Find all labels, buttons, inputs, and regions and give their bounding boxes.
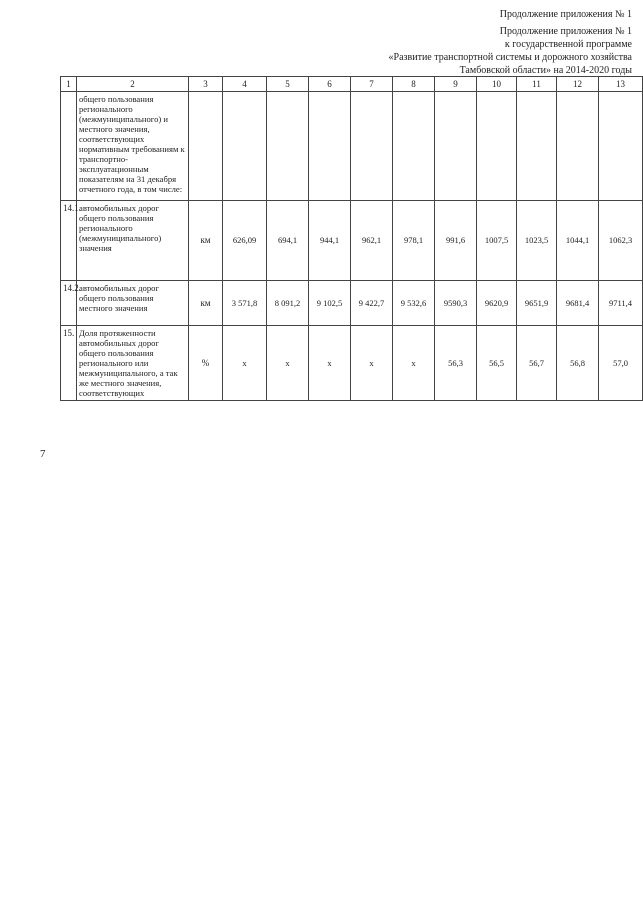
appendix-header	[60, 8, 632, 77]
header-line-4: Тамбовской области» на 2014-2020 годы	[459, 65, 632, 76]
value-cell: 962,1	[351, 201, 393, 281]
value-cell: 9651,9	[517, 281, 557, 326]
value-cell	[517, 92, 557, 201]
value-cell: 56,3	[435, 326, 477, 401]
value-cell: 694,1	[267, 201, 309, 281]
value-cell: 8 091,2	[267, 281, 309, 326]
value-cell	[309, 92, 351, 201]
value-cell: 56,5	[477, 326, 517, 401]
value-cell	[557, 92, 599, 201]
continuation-note: Продолжение приложения № 1	[499, 9, 632, 20]
value-cell	[599, 92, 643, 201]
value-cell: x	[393, 326, 435, 401]
value-cell: 9 422,7	[351, 281, 393, 326]
value-cell: 9 102,5	[309, 281, 351, 326]
row-number: 15.	[61, 326, 77, 401]
value-cell: 944,1	[309, 201, 351, 281]
value-cell	[393, 92, 435, 201]
value-cell: x	[351, 326, 393, 401]
value-cell: x	[267, 326, 309, 401]
value-cell: 9590,3	[435, 281, 477, 326]
column-header: 13	[599, 77, 643, 92]
column-header: 3	[189, 77, 223, 92]
column-header: 4	[223, 77, 267, 92]
value-cell	[477, 92, 517, 201]
value-cell: 56,7	[517, 326, 557, 401]
value-cell: 56,8	[557, 326, 599, 401]
value-cell: x	[309, 326, 351, 401]
row-number	[61, 92, 77, 201]
value-cell: 1007,5	[477, 201, 517, 281]
value-cell: 9711,4	[599, 281, 643, 326]
column-header: 7	[351, 77, 393, 92]
table-row	[61, 92, 643, 201]
value-cell: 1044,1	[557, 201, 599, 281]
value-cell: 626,09	[223, 201, 267, 281]
header-line-1: Продолжение приложения № 1	[499, 26, 632, 37]
column-header: 10	[477, 77, 517, 92]
page-number: 7	[40, 448, 46, 460]
table-row	[61, 326, 643, 401]
value-cell: x	[223, 326, 267, 401]
indicators-table	[60, 76, 643, 401]
column-header: 8	[393, 77, 435, 92]
value-cell	[267, 92, 309, 201]
unit-cell	[189, 92, 223, 201]
column-header: 2	[77, 77, 189, 92]
value-cell: 9620,9	[477, 281, 517, 326]
value-cell: 991,6	[435, 201, 477, 281]
column-header: 9	[435, 77, 477, 92]
table-row	[61, 201, 643, 281]
indicator-name: Доля протяженности автомобильных дорог общего пользования регионального или межмуниципального, а так же местного значения, соответствующих	[77, 326, 189, 401]
indicator-name: общего пользования регионального (межмуниципального) и местного значения, соответствующих нормативным требованиям к транспортно-эксплуатационным показателям на 31 декабря отчетного года, в том числе:	[77, 92, 189, 201]
unit-cell: км	[189, 201, 223, 281]
unit-cell: %	[189, 326, 223, 401]
table-row	[61, 281, 643, 326]
value-cell: 1023,5	[517, 201, 557, 281]
column-header: 1	[61, 77, 77, 92]
value-cell	[435, 92, 477, 201]
table-header-row	[61, 77, 643, 92]
indicator-name: автомобильных дорог общего пользования регионального (межмуниципального) значения	[77, 201, 189, 281]
value-cell: 3 571,8	[223, 281, 267, 326]
column-header: 6	[309, 77, 351, 92]
column-header: 11	[517, 77, 557, 92]
value-cell: 57,0	[599, 326, 643, 401]
value-cell: 978,1	[393, 201, 435, 281]
column-header: 5	[267, 77, 309, 92]
header-line-2: к государственной программе	[504, 39, 632, 50]
value-cell	[223, 92, 267, 201]
indicator-name: автомобильных дорог общего пользования местного значения	[77, 281, 189, 326]
unit-cell: км	[189, 281, 223, 326]
value-cell: 9 532,6	[393, 281, 435, 326]
row-number: 14.2.	[61, 281, 77, 326]
value-cell	[351, 92, 393, 201]
header-line-3: «Развитие транспортной системы и дорожного хозяйства	[388, 52, 632, 63]
row-number: 14.1.	[61, 201, 77, 281]
column-header: 12	[557, 77, 599, 92]
value-cell: 1062,3	[599, 201, 643, 281]
value-cell: 9681,4	[557, 281, 599, 326]
